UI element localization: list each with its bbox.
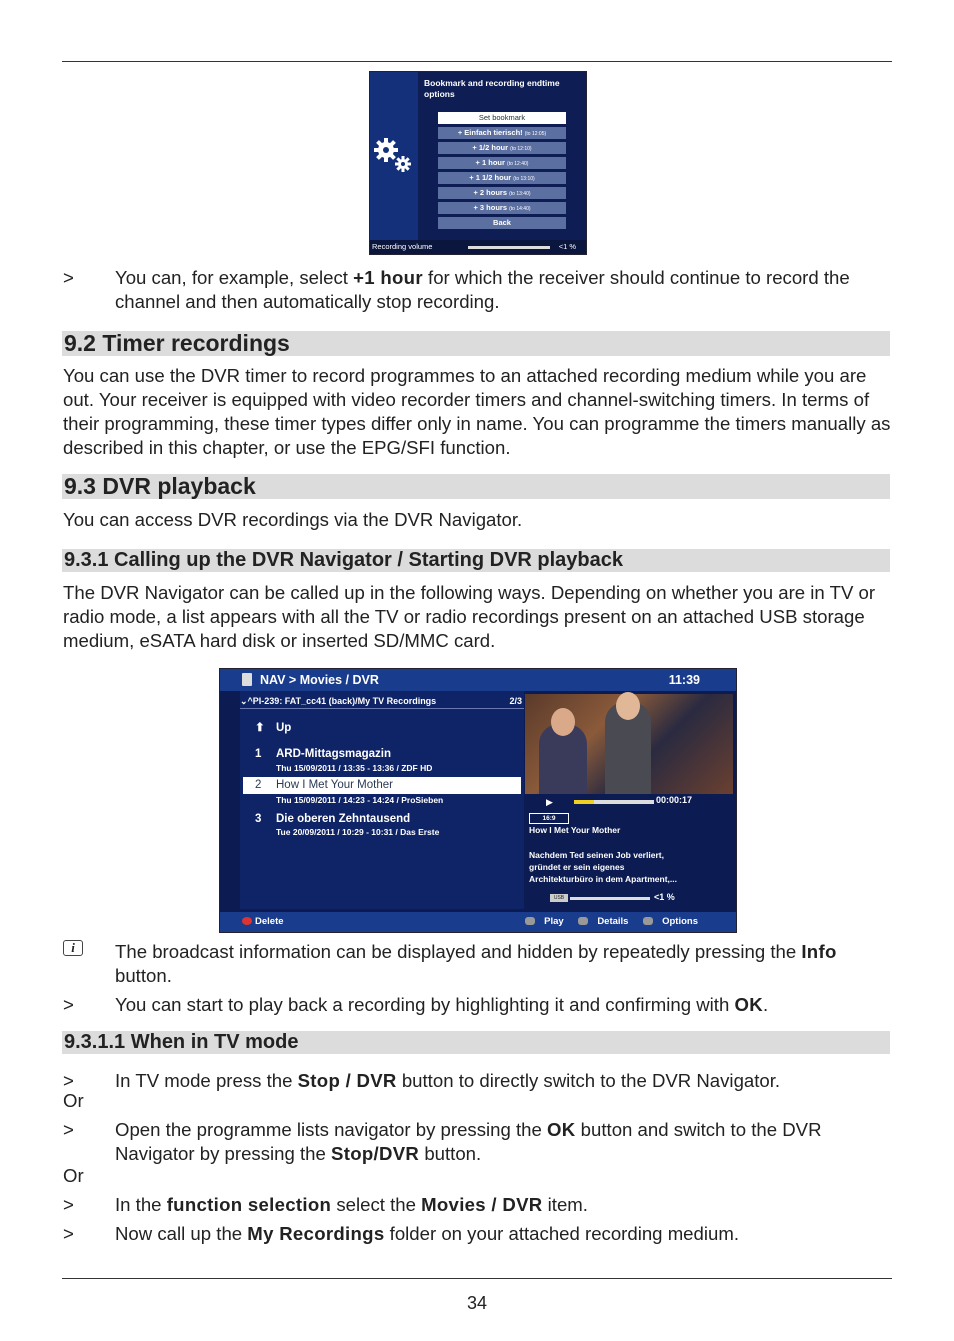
recording-volume-bar <box>370 240 586 254</box>
usb-usage-bar <box>570 897 650 900</box>
volume-meter <box>468 246 550 249</box>
list-item-selected[interactable]: 2 How I Met Your Mother <box>243 777 521 794</box>
bottom-rule <box>62 1278 892 1279</box>
info-line-2: gründet er sein eigenes <box>529 862 625 872</box>
clock: 11:39 <box>668 673 700 687</box>
usb-usage-percent: <1 % <box>654 892 675 902</box>
heading-9-3-1-1: 9.3.1.1 When in TV mode <box>62 1031 890 1054</box>
option-3-hours[interactable]: + 3 hours (to 14:40) <box>438 202 566 214</box>
option-einfach-tierisch[interactable]: + Einfach tierisch! (to 12:05) <box>438 127 566 139</box>
red-button-icon <box>242 917 252 925</box>
paragraph-9-2: You can use the DVR timer to record programmes to an attached recording medium while you are out. Your receiver is equipped with video recorder timers and channel-switching timers. In terms of their programming, these timer types differ only in name. You can programme the timers manually as described in this chapter, or use the EPG/SFI function. <box>63 365 891 458</box>
folder-icon <box>242 673 252 686</box>
option-half-hour[interactable]: + 1/2 hour (to 12:10) <box>438 142 566 154</box>
info-button-icon <box>578 917 588 925</box>
info-line-3: Architekturbüro in dem Apartment,... <box>529 874 677 884</box>
list-item-details: Thu 15/09/2011 / 13:35 - 13:36 / ZDF HD <box>276 763 433 773</box>
sidebar-panel <box>370 72 418 240</box>
video-preview <box>525 694 733 794</box>
page-number: 34 <box>466 1293 488 1313</box>
paragraph-9-3-1: The DVR Navigator can be called up in the following ways. Depending on whether you are in TV or radio mode, a list appears with all the TV or radio recordings present on an attached USB storage medium, eSATA hard disk or inserted SD/MMC card. <box>63 582 876 651</box>
list-item-details: Thu 15/09/2011 / 14:23 - 14:24 / ProSieben <box>276 795 444 805</box>
heading-9-3: 9.3 DVR playback <box>62 474 890 499</box>
gears-icon <box>370 130 418 190</box>
chevron-up-icon: ⌄^ <box>240 696 253 706</box>
options-button[interactable]: Options <box>637 916 698 927</box>
heading-9-2: 9.2 Timer recordings <box>62 331 890 356</box>
option-1-half-hour[interactable]: + 1 1/2 hour (to 13:10) <box>438 172 566 184</box>
options-header: Bookmark and recording endtime options <box>424 78 560 99</box>
navigator-topbar <box>220 669 736 691</box>
paragraph-9-3: You can access DVR recordings via the DVR Navigator. <box>63 509 523 530</box>
list-item-details: Tue 20/09/2011 / 10:29 - 10:31 / Das Erste <box>276 827 440 837</box>
or-separator: Or <box>63 1090 84 1111</box>
ok-button-icon <box>525 917 535 925</box>
info-title: How I Met Your Mother <box>529 825 621 835</box>
play-button[interactable]: Play <box>519 916 564 927</box>
top-rule <box>62 61 892 62</box>
option-1-hour[interactable]: + 1 hour (to 12:40) <box>438 157 566 169</box>
option-back[interactable]: Back <box>438 217 566 229</box>
bookmark-options-screenshot <box>369 71 587 255</box>
usb-icon: USB <box>550 894 568 902</box>
option-set-bookmark[interactable]: Set bookmark <box>438 112 566 124</box>
page-counter: 2/3 <box>509 696 522 706</box>
navigator-bottombar <box>220 912 736 932</box>
or-separator: Or <box>63 1165 84 1186</box>
folder-path: ⌄^PI-239: FAT_cc41 (back)/My TV Recordings 2/3 <box>240 696 522 706</box>
info-icon: i <box>63 940 83 956</box>
info-line-1: Nachdem Ted seinen Job verliert, <box>529 850 664 860</box>
details-button[interactable]: Details <box>572 916 628 927</box>
nav-breadcrumb: NAV > Movies / DVR <box>260 673 379 687</box>
option-2-hours[interactable]: + 2 hours (to 13:40) <box>438 187 566 199</box>
delete-button[interactable]: Delete <box>242 912 284 932</box>
playback-progress <box>574 800 654 804</box>
opt-button-icon <box>643 917 653 925</box>
play-icon: ▶ <box>546 797 553 807</box>
aspect-badge: 16:9 <box>529 813 569 824</box>
volume-percent: <1 % <box>558 242 576 251</box>
recording-volume-label: Recording volume <box>372 242 433 251</box>
heading-9-3-1: 9.3.1 Calling up the DVR Navigator / Starting DVR playback <box>62 549 890 572</box>
up-arrow-icon: ⬆ <box>255 722 265 734</box>
dvr-navigator-screenshot: NAV > Movies / DVR 11:39 ⌄^PI-239: FAT_cc41 (back)/My TV Recordings 2/3 ⬆ Up 1 ARD-Mittagsmagazin Thu 15/09/2011 / 13:35 - 13:36 / ZDF HD 2 How I Met Your Mother Thu 15/09/2011 / 14:23 - 14:24 / ProSieben 3 Die oberen Zehntausend Tue 20/09/2011 / 10:29 - 10:31 / Das Erste ▶ 00:00:17 16:9 How I Met Your Mother Nachdem Ted seinen Job verliert, gründet er sein eigenes Architekturbüro in dem Apartment,... USB <1 % Delete Play Details Options <box>219 668 737 933</box>
path-divider <box>240 708 524 709</box>
playback-time: 00:00:17 <box>656 795 693 805</box>
